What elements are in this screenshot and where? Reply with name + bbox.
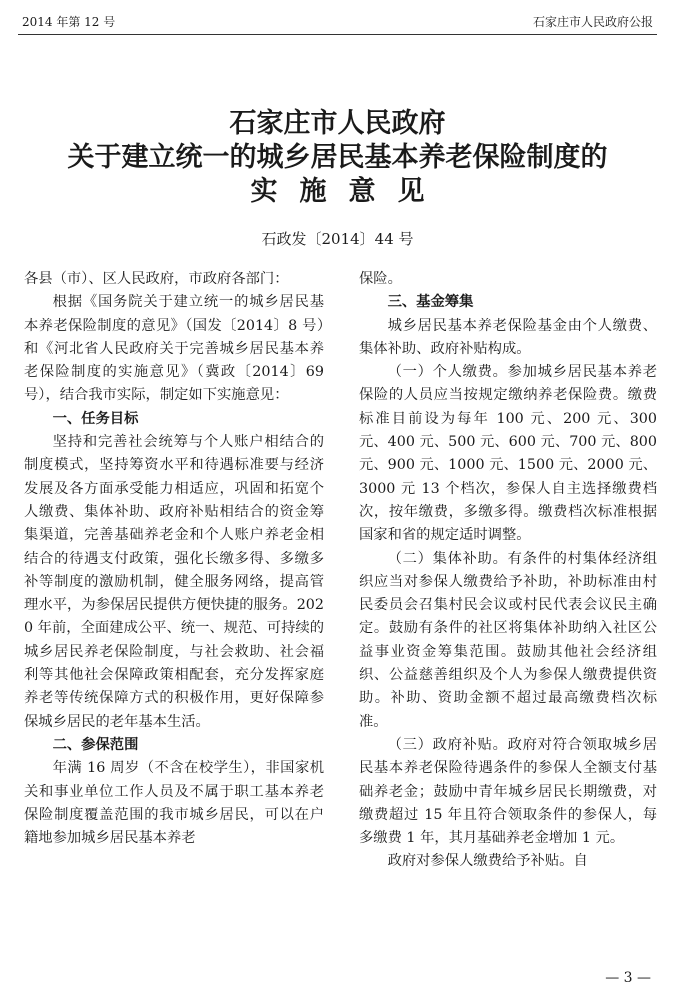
section-2-body: 年满 16 周岁（不含在校学生），非国家机关和事业单位工作人员及不属于职工基本养老保险制度覆盖范围的我市城乡居民，可以在户籍地参加城乡居民基本养老 <box>24 760 324 847</box>
government-contribution-paragraph: 政府对参保人缴费给予补贴。自 <box>387 853 588 870</box>
publication-name: 石家庄市人民政府公报 <box>532 15 653 29</box>
right-column <box>359 268 657 874</box>
document-number: 石政发〔2014〕44 号 <box>261 230 414 248</box>
government-subsidy-paragraph: （三）政府补贴。政府对符合领取城乡居民基本养老保险待遇条件的参保人全额支付基础养老金；鼓励中青年城乡居民长期缴费，对缴费超过 15 年且符合领取条件的参保人，每多缴费 1 年，其月基础养老金增加 1 元。 <box>359 736 657 847</box>
personal-contribution-paragraph: （一）个人缴费。参加城乡居民基本养老保险的人员应当按规定缴纳养老保险费。缴费标准目前设为每年 100 元、200 元、300 元、400 元、500 元、600 元、700 元、800 元、900 元、1000 元、1500 元、2000 元、3000 元 13 个档次，参保人自主选择缴费档次，按年缴费，多缴多得。缴费档次标准根据国家和省的规定适时调整。 <box>359 364 657 544</box>
header-divider <box>18 34 657 35</box>
page-number: — 3 — <box>605 970 651 986</box>
section-3-heading: 三、基金筹集 <box>387 294 474 311</box>
section-2-heading: 二、参保范围 <box>52 736 139 753</box>
issue-label: 2014 年第 12 号 <box>22 15 116 29</box>
intro-paragraph: 根据《国务院关于建立统一的城乡居民基本养老保险制度的意见》（国发〔2014〕8 号）和《河北省人民政府关于完善城乡居民基本养老保险制度的实施意见》（冀政〔2014〕69 号），结合我市实际，制定如下实施意见： <box>24 294 324 404</box>
section-1-body: 坚持和完善社会统筹与个人账户相结合的制度模式，坚持筹资水平和待遇标准要与经济发展及各方面承受能力相适应，巩固和拓宽个人缴费、集体补助、政府补贴相结合的资金筹集渠道，完善基础养老金和个人账户养老金相结合的待遇支付政策，强化长缴多得、多缴多补等制度的激励机制，健全服务网络，提高管理水平，为参保居民提供方便快捷的服务。2020 年前，全面建成公平、统一、规范、可持续的城乡居民养老保险制度，与社会救助、社会福利等其他社会保障政策相配套，充分发挥家庭养老等传统保障方式的积极作用，更好保障参保城乡居民的老年基本生活。 <box>24 434 324 730</box>
section-3-body: 城乡居民基本养老保险基金由个人缴费、集体补助、政府补贴构成。 <box>359 317 657 357</box>
title-line-3: 实施意见 <box>250 176 447 207</box>
left-column <box>24 268 324 850</box>
title-line-2: 关于建立统一的城乡居民基本养老保险制度的 <box>67 142 608 173</box>
continuation-text: 保险。 <box>359 271 402 287</box>
title-line-1: 石家庄市人民政府 <box>229 108 446 139</box>
collective-subsidy-paragraph: （二）集体补助。有条件的村集体经济组织应当对参保人缴费给予补助，补助标准由村民委员会召集村民会议或村民代表会议民主确定。鼓励有条件的社区将集体补助纳入社区公益事业资金筹集范围。鼓励其他社会经济组织、公益慈善组织及个人为参保人缴费提供资助。补助、资助金额不超过最高缴费档次标准。 <box>359 550 657 730</box>
section-1-heading: 一、任务目标 <box>52 410 139 427</box>
salutation: 各县（市）、区人民政府，市政府各部门： <box>24 271 289 287</box>
running-header <box>22 14 653 30</box>
